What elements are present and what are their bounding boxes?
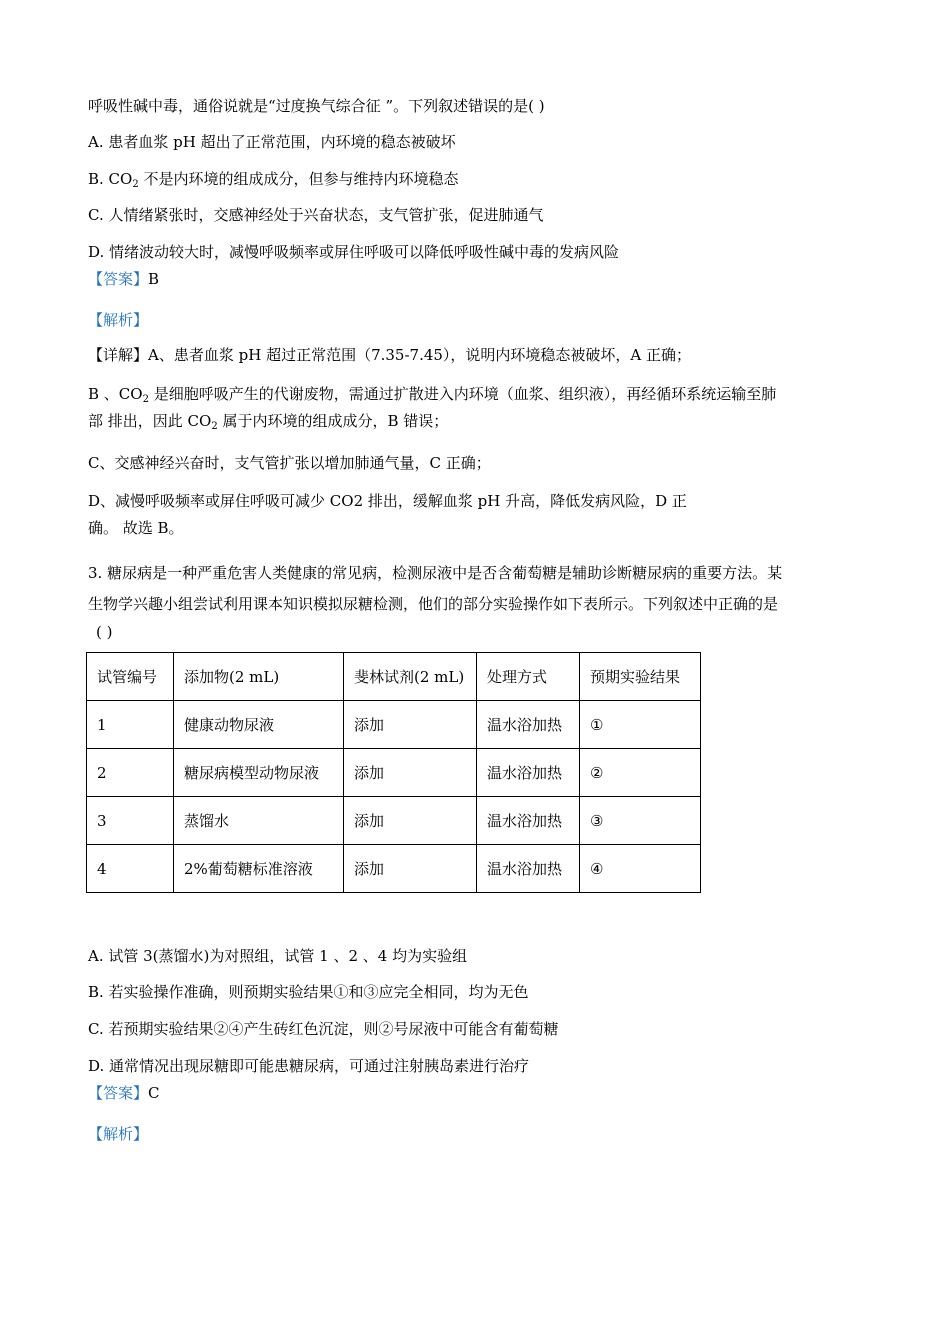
q2-detail-a: 【详解】A、患者血浆 pH 超过正常范围（7.35-7.45），说明内环境稳态被破坏，A 正确；	[88, 346, 692, 364]
q2-answer: 【答案】B	[88, 270, 160, 288]
q2-analysis-tag: 【解析】	[88, 311, 149, 329]
table-row	[87, 845, 701, 893]
table-cell: 温水浴加热	[477, 701, 580, 749]
table-cell: 添加	[344, 845, 477, 893]
table-cell: 温水浴加热	[477, 797, 580, 845]
table-cell: 1	[87, 701, 174, 749]
q2-detail-b-line2: 部 排出，因此 $CO_2$ 属于内环境的组成成分，B 错误；	[88, 412, 449, 432]
table-cell: 2	[87, 749, 174, 797]
table-cell: 糖尿病模型动物尿液	[174, 749, 344, 797]
table-cell: 3	[87, 797, 174, 845]
table-header-cell: 斐林试剂(2 mL)	[344, 653, 477, 701]
table-header-cell: 预期实验结果	[580, 653, 701, 701]
table-cell: 添加	[344, 701, 477, 749]
table-cell: 温水浴加热	[477, 845, 580, 893]
q3-option-b: B. 若实验操作准确，则预期实验结果①和③应完全相同，均为无色	[88, 983, 529, 1001]
table-cell: 4	[87, 845, 174, 893]
q2-option-b: B. $CO_2$ 不是内环境的组成成分，但参与维持内环境稳态	[88, 170, 459, 190]
table-row	[87, 797, 701, 845]
table-cell: ③	[580, 797, 701, 845]
table-cell: 添加	[344, 749, 477, 797]
q3-option-d: D. 通常情况出现尿糖即可能患糖尿病，可通过注射胰岛素进行治疗	[88, 1057, 530, 1075]
answer-tag: 【答案】	[88, 270, 149, 288]
experiment-table	[86, 652, 701, 893]
table-cell: 温水浴加热	[477, 749, 580, 797]
table-cell: 添加	[344, 797, 477, 845]
q2-option-d: D. 情绪波动较大时，减慢呼吸频率或屏住呼吸可以降低呼吸性碱中毒的发病风险	[88, 243, 620, 261]
table-cell: 2%葡萄糖标准溶液	[174, 845, 344, 893]
q2-option-c: C. 人情绪紧张时，交感神经处于兴奋状态，支气管扩张，促进肺通气	[88, 206, 544, 224]
table-cell: ①	[580, 701, 701, 749]
q2-option-a: A. 患者血浆 pH 超出了正常范围，内环境的稳态被破坏	[88, 133, 456, 151]
q2-detail-b-line1: B 、$CO_2$ 是细胞呼吸产生的代谢废物，需通过扩散进入内环境（血浆、组织液），再经循环系统运输至肺	[88, 385, 777, 405]
table-header-cell: 试管编号	[87, 653, 174, 701]
q2-detail-d-line2: 确。 故选 B。	[88, 519, 184, 537]
q2-detail-d-line1: D、减慢呼吸频率或屏住呼吸可减少 CO2 排出，缓解血浆 pH 升高，降低发病风险，D 正	[88, 492, 687, 510]
q2-stem-tail: 呼吸性碱中毒，通俗说就是“过度换气综合征 ”。下列叙述错误的是( )	[88, 97, 545, 115]
q2-detail-c: C、交感神经兴奋时，支气管扩张以增加肺通气量，C 正确；	[88, 454, 491, 472]
table-cell: 健康动物尿液	[174, 701, 344, 749]
q3-stem-line2: 生物学兴趣小组尝试利用课本知识模拟尿糖检测，他们的部分实验操作如下表所示。下列叙述中正确的是	[88, 595, 779, 613]
table-row	[87, 749, 701, 797]
table-header-row	[87, 653, 701, 701]
q3-stem-line3: ( )	[96, 623, 113, 641]
answer-tag: 【答案】	[88, 1084, 149, 1102]
q3-answer: 【答案】C	[88, 1084, 160, 1102]
q3-option-a: A. 试管 3(蒸馏水)为对照组，试管 1 、2 、4 均为实验组	[88, 947, 468, 965]
q3-stem-line1: 3. 糖尿病是一种严重危害人类健康的常见病，检测尿液中是否含葡萄糖是辅助诊断糖尿病的重要方法。某	[88, 564, 783, 582]
table-cell: ④	[580, 845, 701, 893]
table-cell: 蒸馏水	[174, 797, 344, 845]
table-row	[87, 701, 701, 749]
q3-option-c: C. 若预期实验结果②④产生砖红色沉淀，则②号尿液中可能含有葡萄糖	[88, 1020, 559, 1038]
table-header-cell: 处理方式	[477, 653, 580, 701]
table-header-cell: 添加物(2 mL)	[174, 653, 344, 701]
q3-analysis-tag: 【解析】	[88, 1125, 149, 1143]
table-cell: ②	[580, 749, 701, 797]
